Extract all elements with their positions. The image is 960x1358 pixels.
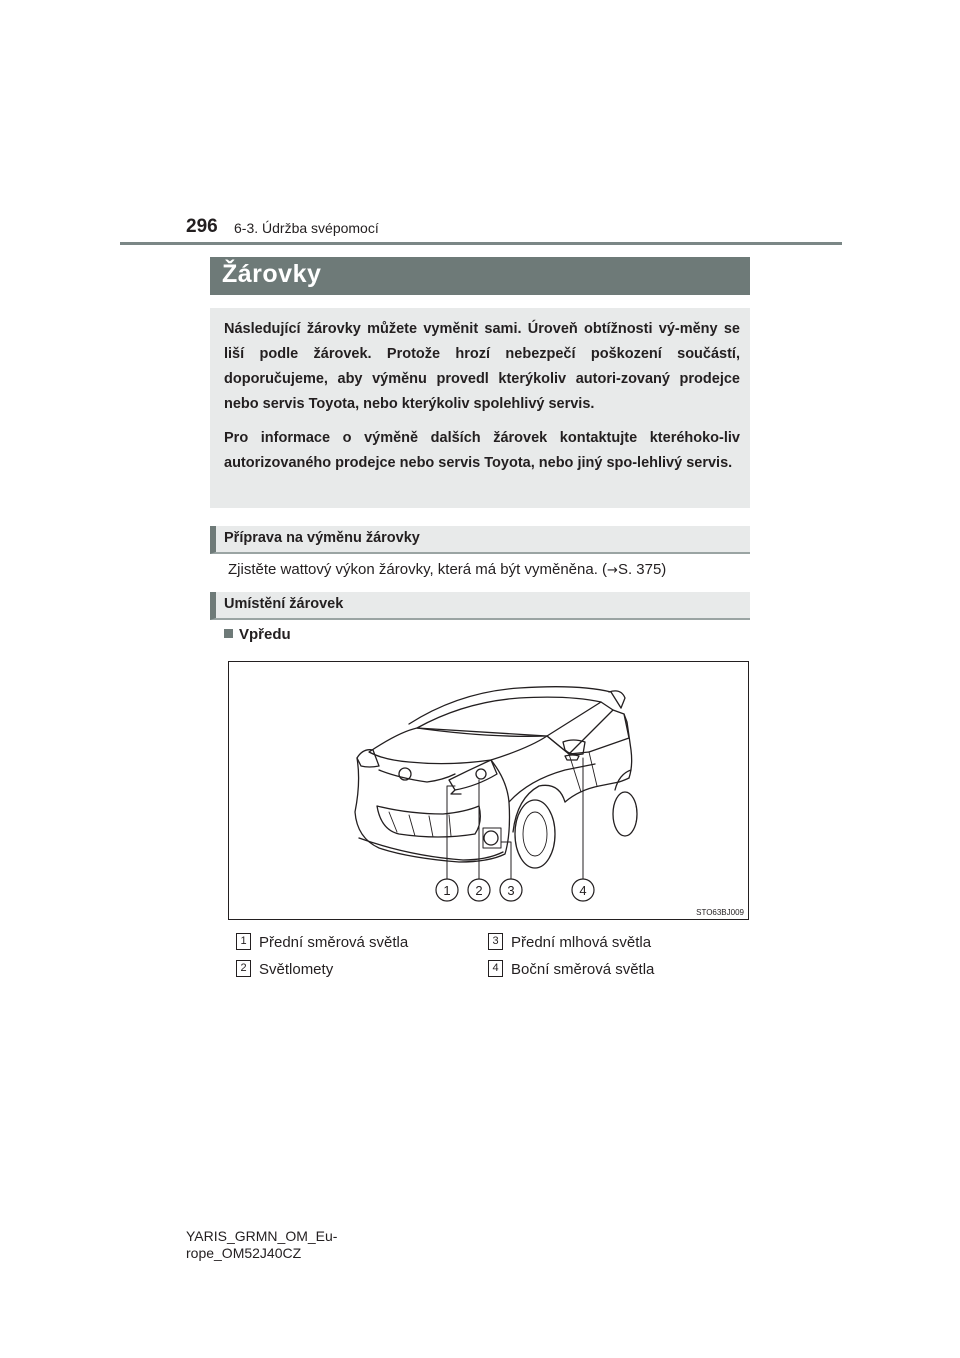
legend-item (488, 960, 654, 978)
callout-layer (229, 662, 748, 919)
subheading-label: Vpředu (239, 626, 291, 643)
preparation-sentence: Zjistěte wattový výkon žárovky, která má být vyměněna. ( (228, 561, 608, 578)
section-heading-preparation (210, 526, 750, 554)
legend-item (236, 933, 408, 951)
legend-label: Přední mlhová světla (511, 934, 652, 951)
callout-1-label: 1 (443, 883, 451, 898)
section-title-bar (210, 257, 750, 295)
callout-1 (436, 879, 458, 901)
reference-arrow-icon: → (607, 563, 618, 578)
subheading-front (224, 626, 291, 643)
legend-item (488, 933, 651, 951)
intro-paragraph-2: Pro informace o výměně dalších žárovek kontaktujte kteréhoko-liv autorizovaného prodejce nebo servis Toyota, nebo jiný spo-lehlivý servis. (224, 430, 740, 471)
callout-3-label: 3 (507, 883, 515, 898)
preparation-text (228, 561, 666, 578)
car-figure (228, 661, 749, 920)
footer-line-2: rope_OM52J40CZ (186, 1245, 302, 1261)
intro-paragraph-1: Následující žárovky můžete vyměnit sami. Úroveň obtížnosti vý-měny se liší podle žárovek. Protože hrozí nebezpečí poškození součástí, doporučujeme, aby výměnu provedl kterýkoliv autori-zovaný prodejce nebo servis Toyota, nebo kterýkoliv spolehlivý servis. (224, 321, 740, 412)
page-title: Žárovky (222, 260, 322, 288)
legend-number: 2 (236, 960, 251, 977)
document-footer (186, 1228, 337, 1262)
legend-label: Přední směrová světla (259, 934, 409, 951)
page-reference-link[interactable]: S. 375) (617, 561, 667, 578)
legend-item (236, 960, 333, 978)
figure-code: STO63BJ009 (696, 908, 744, 917)
legend-number: 1 (236, 933, 251, 950)
callout-2 (468, 879, 490, 901)
callout-2-label: 2 (475, 883, 483, 898)
footer-line-1: YARIS_GRMN_OM_Eu- (186, 1228, 338, 1244)
header-rule (120, 242, 842, 245)
legend-number: 3 (488, 933, 503, 950)
section-heading-label: Příprava na výměnu žárovky (224, 530, 420, 546)
legend-label: Boční směrová světla (511, 961, 655, 978)
square-bullet-icon (224, 629, 233, 638)
section-heading-label: Umístění žárovek (224, 596, 344, 612)
running-head: 6-3. Údržba svépomocí (234, 220, 379, 236)
intro-box (210, 308, 750, 508)
legend-label: Světlomety (259, 961, 334, 978)
callout-4-label: 4 (579, 883, 587, 898)
section-heading-locations (210, 592, 750, 620)
callout-4 (572, 879, 594, 901)
callout-3 (500, 879, 522, 901)
page-number: 296 (186, 216, 218, 237)
legend-number: 4 (488, 960, 503, 977)
